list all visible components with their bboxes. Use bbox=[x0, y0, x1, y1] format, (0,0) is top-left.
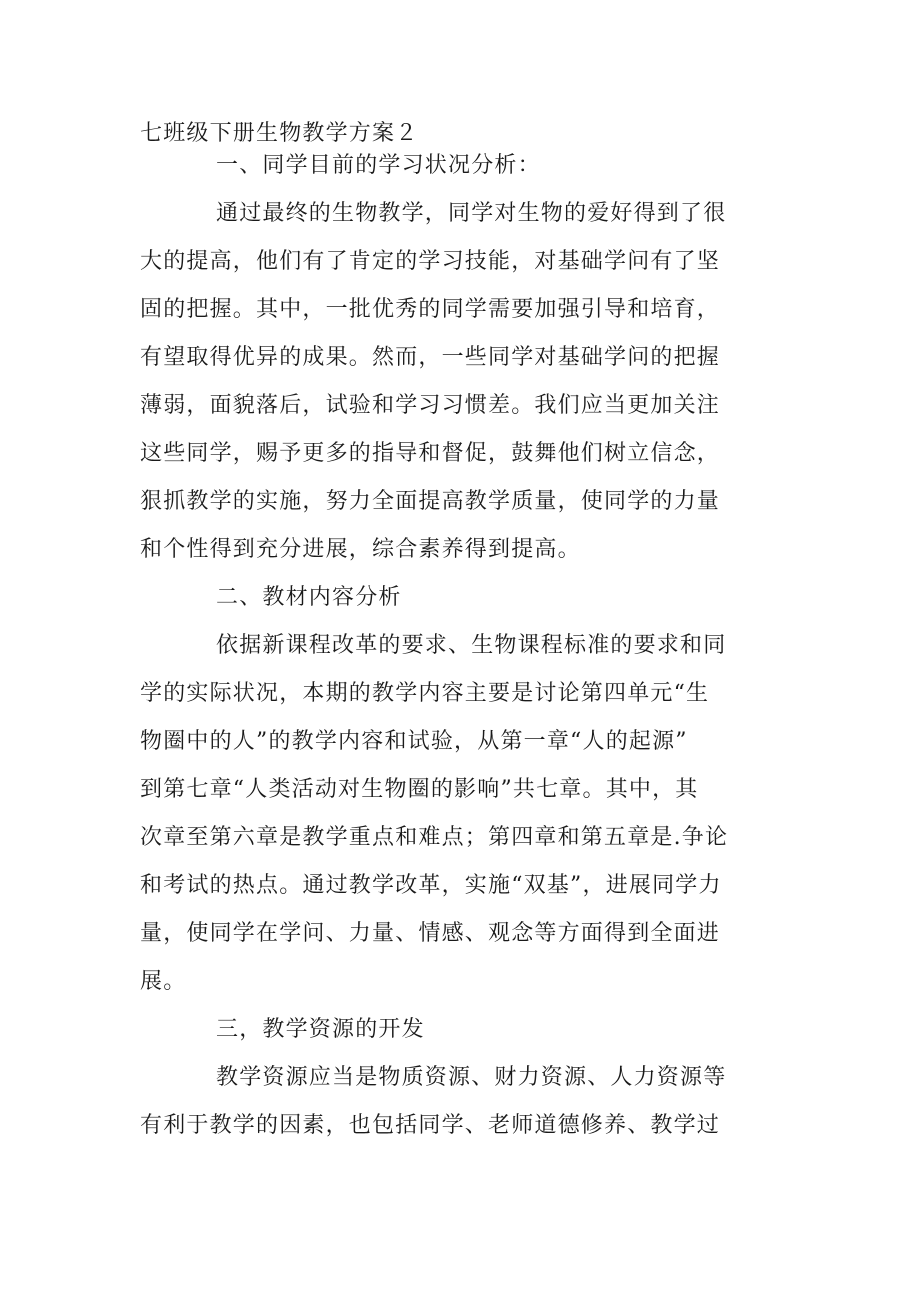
document-title: 七班级下册生物教学方案２ bbox=[140, 121, 419, 146]
text-line: 二、教材内容分析 bbox=[216, 585, 402, 610]
text-line: 学的实际状况，本期的教学内容主要是讨论第四单元“生 bbox=[140, 681, 710, 706]
text-line: 有望取得优异的成果。然而，一些同学对基础学问的把握 bbox=[140, 345, 721, 370]
text-line: 和个性得到充分进展，综合素养得到提高。 bbox=[140, 537, 581, 562]
text-line: 固的把握。其中，一批优秀的同学需要加强引导和培育， bbox=[140, 297, 721, 322]
text-line: 量，使同学在学问、力量、情感、观念等方面得到全面进 bbox=[140, 921, 721, 946]
text-line: 有利于教学的因素，也包括同学、老师道德修养、教学过 bbox=[140, 1113, 721, 1138]
text-line: 展。 bbox=[140, 969, 187, 994]
text-line: 大的提高，他们有了肯定的学习技能，对基础学问有了坚 bbox=[140, 249, 721, 274]
text-line: 这些同学，赐予更多的指导和督促，鼓舞他们树立信念， bbox=[140, 441, 721, 466]
text-line: 到第七章“人类活动对生物圈的影响”共七章。其中，其 bbox=[140, 777, 699, 802]
text-line: 通过最终的生物教学，同学对生物的爱好得到了很 bbox=[216, 201, 727, 226]
text-line: 三，教学资源的开发 bbox=[216, 1017, 425, 1042]
paragraph-lines bbox=[140, 150, 780, 1142]
text-line: 依据新课程改革的要求、生物课程标准的要求和同 bbox=[216, 633, 727, 658]
text-line: 狠抓教学的实施，努力全面提高教学质量，使同学的力量 bbox=[140, 489, 721, 514]
document-body bbox=[140, 118, 780, 1142]
text-line: 一、同学目前的学习状况分析： bbox=[216, 153, 541, 178]
text-line: 次章至第六章是教学重点和难点；第四章和第五章是.争论 bbox=[140, 825, 729, 850]
text-line: 和考试的热点。通过教学改革，实施“双基”，进展同学力 bbox=[140, 873, 722, 898]
text-line: 教学资源应当是物质资源、财力资源、人力资源等 bbox=[216, 1065, 727, 1090]
text-line: 薄弱，面貌落后，试验和学习习惯差。我们应当更加关注 bbox=[140, 393, 721, 418]
text-line: 物圈中的人”的教学内容和试验，从第一章“人的起源” bbox=[140, 729, 688, 754]
